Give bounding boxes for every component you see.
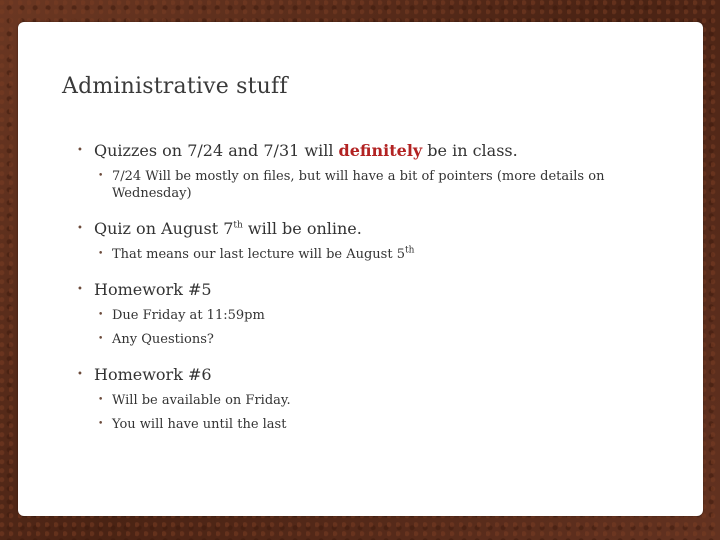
slide-title: Administrative stuff [62, 74, 288, 99]
bullet-dot-icon: • [98, 171, 104, 181]
sub-bullet-last-lecture-sup: th [404, 245, 415, 256]
slide-content [60, 140, 660, 433]
sub-bullet-hw5-questions-text: Any Questions? [112, 332, 214, 347]
bullet-dot-icon: • [77, 369, 83, 380]
bullet-dot-icon: • [98, 310, 104, 320]
bullet-quizzes-text-after: be in class. [422, 141, 518, 160]
sub-bullet-hw6-deadline-text: You will have until the last [112, 417, 287, 432]
bullet-dot-icon: • [98, 395, 104, 405]
bullet-dot-icon: • [98, 419, 104, 429]
bullet-quiz-online-text-after: will be online. [242, 219, 362, 238]
sub-bullet-hw5-questions [60, 331, 660, 348]
sub-bullet-hw5-due [60, 307, 660, 324]
sub-bullet-hw6-deadline [60, 416, 660, 433]
bullet-quizzes-emphasis: definitely [338, 141, 423, 160]
bullet-homework-5-text: Homework #5 [94, 280, 212, 299]
bullet-dot-icon: • [77, 223, 83, 234]
sub-bullet-quiz-details [60, 168, 660, 202]
bullet-homework-6-text: Homework #6 [94, 365, 212, 384]
bullet-quizzes [60, 140, 660, 162]
bullet-dot-icon: • [77, 284, 83, 295]
bullet-quiz-online-sup: th [233, 220, 243, 231]
sub-bullet-hw6-available [60, 392, 660, 409]
sub-bullet-last-lecture-text: That means our last lecture will be August 5 [112, 247, 405, 262]
bullet-dot-icon: • [98, 249, 104, 259]
sub-bullet-hw5-due-text: Due Friday at 11:59pm [112, 308, 265, 323]
bullet-quizzes-text-before: Quizzes on 7/24 and 7/31 will [94, 141, 339, 160]
sub-bullet-quiz-details-text: 7/24 Will be mostly on files, but will have a bit of pointers (more details on Wednesday) [112, 169, 605, 201]
bullet-homework-5 [60, 279, 660, 301]
bullet-dot-icon: • [98, 334, 104, 344]
bullet-quiz-online-text-before: Quiz on August 7 [94, 219, 234, 238]
bullet-quiz-online [60, 218, 660, 240]
sub-bullet-hw6-available-text: Will be available on Friday. [112, 393, 291, 408]
sub-bullet-last-lecture [60, 246, 660, 263]
bullet-dot-icon: • [77, 145, 83, 156]
bullet-homework-6 [60, 364, 660, 386]
